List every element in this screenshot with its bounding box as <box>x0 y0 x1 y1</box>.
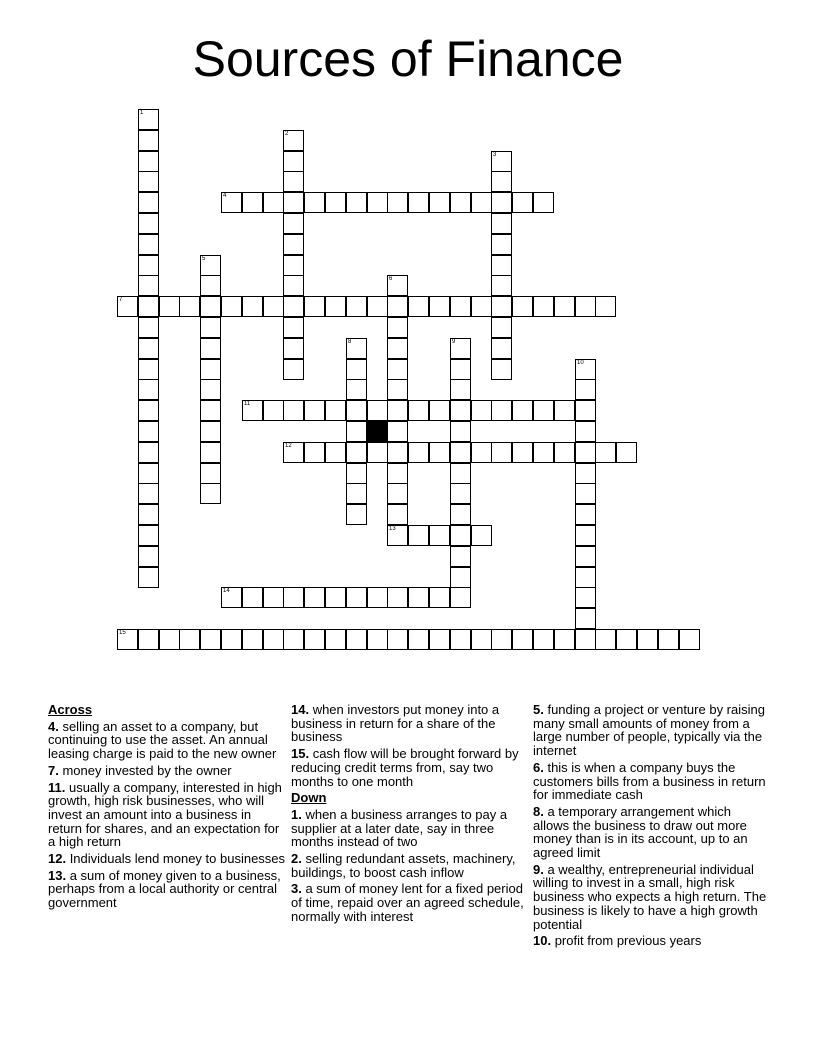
grid-cell[interactable] <box>575 296 596 317</box>
grid-cell[interactable] <box>575 504 596 525</box>
grid-cell[interactable] <box>138 317 159 338</box>
clue-down-5 <box>533 703 769 758</box>
clue-text: a sum of money given to a business, perhaps from a local authority or central government <box>48 867 281 911</box>
grid-cell[interactable] <box>138 567 159 588</box>
grid-cell[interactable] <box>533 400 554 421</box>
clue-text: a temporary arrangement which allows the business to draw out more money than is in its account, up to an agreed limit <box>533 803 748 861</box>
clue-number-label: 12 <box>285 443 292 449</box>
grid-cell[interactable] <box>450 629 471 650</box>
grid-cell[interactable] <box>658 629 679 650</box>
clue-text: usually a company, interested in high growth, high risk businesses, who will invest an amount into a business in return for shares, and an expectation for a high return <box>48 779 282 850</box>
grid-cell[interactable] <box>575 442 596 463</box>
grid-cell[interactable] <box>491 234 512 255</box>
grid-cell[interactable] <box>450 400 471 421</box>
grid-cell[interactable] <box>283 192 304 213</box>
grid-cell[interactable] <box>616 442 637 463</box>
grid-cell[interactable] <box>491 317 512 338</box>
grid-cell[interactable] <box>304 400 325 421</box>
grid-cell[interactable] <box>575 608 596 629</box>
grid-cell[interactable] <box>512 296 533 317</box>
clue-text: a sum of money lent for a fixed period of time, repaid over an agreed schedule, normally with interest <box>291 881 524 924</box>
grid-cell[interactable] <box>325 296 346 317</box>
clue-number: 4. <box>48 718 59 734</box>
grid-cell[interactable] <box>263 296 284 317</box>
grid-cell[interactable] <box>387 587 408 608</box>
grid-cell[interactable] <box>346 296 367 317</box>
clue-text: a wealthy, entrepreneurial individual willing to invest in a small, high risk business who expects a high return. The business is likely to have a high growth potential <box>533 861 767 932</box>
grid-cell[interactable] <box>283 213 304 234</box>
grid-cell[interactable] <box>346 338 367 359</box>
grid-cell[interactable] <box>221 587 242 608</box>
grid-cell[interactable] <box>138 151 159 172</box>
clue-number: 12. <box>48 851 67 867</box>
grid-cell[interactable] <box>283 275 304 296</box>
grid-cell[interactable] <box>138 234 159 255</box>
clue-number-label: 3 <box>493 152 497 158</box>
grid-cell[interactable] <box>346 379 367 400</box>
grid-cell[interactable] <box>491 151 512 172</box>
grid-cell[interactable] <box>325 400 346 421</box>
grid-cell[interactable] <box>283 171 304 192</box>
clue-text: when investors put money into a business in return for a share of the business <box>291 702 500 745</box>
grid-cell[interactable] <box>387 442 408 463</box>
clue-across-12 <box>48 852 288 866</box>
clue-number: 6. <box>533 759 544 775</box>
grid-cell[interactable] <box>575 629 596 650</box>
clue-across-13 <box>48 869 288 910</box>
grid-cell[interactable] <box>221 629 242 650</box>
grid-cell[interactable] <box>200 379 221 400</box>
grid-cell[interactable] <box>138 379 159 400</box>
grid-cell[interactable] <box>575 483 596 504</box>
grid-cell[interactable] <box>408 629 429 650</box>
down-heading: Down <box>291 790 327 806</box>
grid-cell[interactable] <box>450 296 471 317</box>
clue-number-label: 6 <box>389 276 393 282</box>
grid-cell[interactable] <box>263 400 284 421</box>
grid-cell[interactable] <box>491 255 512 276</box>
grid-cell[interactable] <box>117 629 138 650</box>
grid-cell[interactable] <box>138 463 159 484</box>
clue-number: 2. <box>291 851 302 867</box>
grid-cell[interactable] <box>138 296 159 317</box>
grid-cell[interactable] <box>450 567 471 588</box>
grid-cell[interactable] <box>429 587 450 608</box>
grid-cell[interactable] <box>138 130 159 151</box>
clue-across-11 <box>48 781 288 850</box>
clue-number-label: 5 <box>202 256 206 262</box>
grid-cell[interactable] <box>575 525 596 546</box>
grid-cell[interactable] <box>325 629 346 650</box>
grid-cell[interactable] <box>408 296 429 317</box>
clue-text: profit from previous years <box>551 933 702 949</box>
grid-cell[interactable] <box>387 379 408 400</box>
grid-cell[interactable] <box>283 400 304 421</box>
grid-cell[interactable] <box>575 421 596 442</box>
grid-cell[interactable] <box>408 442 429 463</box>
clue-number-label: 1 <box>140 110 144 116</box>
grid-cell[interactable] <box>117 296 138 317</box>
grid-cell[interactable] <box>512 629 533 650</box>
grid-cell[interactable] <box>575 587 596 608</box>
clue-down-2 <box>291 852 527 879</box>
grid-cell[interactable] <box>637 629 658 650</box>
grid-cell[interactable] <box>346 359 367 380</box>
clue-across-7 <box>48 764 288 778</box>
grid-cell[interactable] <box>325 587 346 608</box>
grid-cell[interactable] <box>554 442 575 463</box>
grid-cell[interactable] <box>346 463 367 484</box>
grid-cell[interactable] <box>450 359 471 380</box>
clue-down-9 <box>533 863 769 932</box>
grid-cell[interactable] <box>533 296 554 317</box>
grid-cell[interactable] <box>138 546 159 567</box>
grid-cell[interactable] <box>346 192 367 213</box>
clues-column-2 <box>291 703 527 927</box>
grid-cell[interactable] <box>387 296 408 317</box>
grid-cell[interactable] <box>138 525 159 546</box>
grid-cell[interactable] <box>283 130 304 151</box>
grid-cell[interactable] <box>450 463 471 484</box>
clue-down-8 <box>533 805 769 860</box>
grid-cell[interactable] <box>200 338 221 359</box>
grid-cell[interactable] <box>450 546 471 567</box>
grid-cell[interactable] <box>533 192 554 213</box>
grid-cell[interactable] <box>491 275 512 296</box>
clue-text: selling redundant assets, machinery, buildings, to boost cash inflow <box>291 851 516 880</box>
black-cell <box>367 421 388 442</box>
grid-cell[interactable] <box>346 629 367 650</box>
grid-cell[interactable] <box>200 275 221 296</box>
grid-cell[interactable] <box>346 587 367 608</box>
grid-cell[interactable] <box>263 629 284 650</box>
grid-cell[interactable] <box>200 421 221 442</box>
grid-cell[interactable] <box>138 400 159 421</box>
grid-cell[interactable] <box>263 587 284 608</box>
grid-cell[interactable] <box>429 296 450 317</box>
grid-cell[interactable] <box>283 151 304 172</box>
grid-cell[interactable] <box>200 629 221 650</box>
grid-cell[interactable] <box>471 525 492 546</box>
grid-cell[interactable] <box>575 400 596 421</box>
grid-cell[interactable] <box>491 213 512 234</box>
grid-cell[interactable] <box>159 629 180 650</box>
grid-cell[interactable] <box>138 504 159 525</box>
grid-cell[interactable] <box>512 192 533 213</box>
grid-cell[interactable] <box>367 400 388 421</box>
grid-cell[interactable] <box>387 275 408 296</box>
grid-cell[interactable] <box>512 442 533 463</box>
clue-number-label: 4 <box>223 193 227 199</box>
grid-cell[interactable] <box>429 192 450 213</box>
clue-text: funding a project or venture by raising many small amounts of money from a large number of people, typically via the internet <box>533 702 765 759</box>
grid-cell[interactable] <box>200 255 221 276</box>
grid-cell[interactable] <box>283 338 304 359</box>
grid-cell[interactable] <box>450 421 471 442</box>
grid-cell[interactable] <box>387 483 408 504</box>
clues-column-3 <box>533 703 769 951</box>
grid-cell[interactable] <box>200 463 221 484</box>
clue-text: cash flow will be brought forward by reducing credit terms from, say two months to one month <box>291 746 519 789</box>
grid-cell[interactable] <box>138 213 159 234</box>
grid-cell[interactable] <box>346 400 367 421</box>
clue-number-label: 10 <box>577 360 584 366</box>
grid-cell[interactable] <box>242 296 263 317</box>
grid-cell[interactable] <box>471 442 492 463</box>
clue-number-label: 15 <box>119 630 126 636</box>
grid-cell[interactable] <box>387 525 408 546</box>
clue-down-3 <box>291 882 527 923</box>
grid-cell[interactable] <box>283 317 304 338</box>
grid-cell[interactable] <box>387 338 408 359</box>
grid-cell[interactable] <box>554 296 575 317</box>
grid-cell[interactable] <box>387 192 408 213</box>
grid-cell[interactable] <box>367 629 388 650</box>
grid-cell[interactable] <box>221 192 242 213</box>
clue-number-label: 9 <box>452 339 456 345</box>
grid-cell[interactable] <box>387 317 408 338</box>
clue-number-label: 7 <box>119 297 123 303</box>
grid-cell[interactable] <box>138 109 159 130</box>
grid-cell[interactable] <box>387 400 408 421</box>
clue-text: when a business arranges to pay a supplier at a later date, say in three months instead of two <box>291 806 508 850</box>
grid-cell[interactable] <box>325 192 346 213</box>
clue-number: 13. <box>48 867 67 883</box>
clue-text: selling an asset to a company, but continuing to use the asset. An annual leasing charge is paid to the new owner <box>48 718 277 762</box>
grid-cell[interactable] <box>471 296 492 317</box>
clue-number-label: 11 <box>244 401 251 407</box>
clues-column-1 <box>48 703 288 913</box>
grid-cell[interactable] <box>367 587 388 608</box>
grid-cell[interactable] <box>367 296 388 317</box>
grid-cell[interactable] <box>159 296 180 317</box>
grid-cell[interactable] <box>575 379 596 400</box>
grid-cell[interactable] <box>575 359 596 380</box>
clue-number: 1. <box>291 806 302 822</box>
grid-cell[interactable] <box>138 338 159 359</box>
grid-cell[interactable] <box>179 296 200 317</box>
clue-number: 7. <box>48 762 59 778</box>
clue-number: 15. <box>291 746 310 762</box>
grid-cell[interactable] <box>200 359 221 380</box>
grid-cell[interactable] <box>242 587 263 608</box>
grid-cell[interactable] <box>200 296 221 317</box>
grid-cell[interactable] <box>283 255 304 276</box>
grid-cell[interactable] <box>138 442 159 463</box>
grid-cell[interactable] <box>679 629 700 650</box>
grid-cell[interactable] <box>346 421 367 442</box>
grid-cell[interactable] <box>575 567 596 588</box>
grid-cell[interactable] <box>387 504 408 525</box>
grid-cell[interactable] <box>346 483 367 504</box>
grid-cell[interactable] <box>512 400 533 421</box>
across-heading: Across <box>48 702 93 717</box>
grid-cell[interactable] <box>595 442 616 463</box>
grid-cell[interactable] <box>263 192 284 213</box>
grid-cell[interactable] <box>450 442 471 463</box>
clue-number: 10. <box>533 933 552 949</box>
grid-cell[interactable] <box>491 359 512 380</box>
grid-cell[interactable] <box>450 587 471 608</box>
grid-cell[interactable] <box>575 546 596 567</box>
grid-cell[interactable] <box>450 338 471 359</box>
grid-cell[interactable] <box>283 359 304 380</box>
grid-cell[interactable] <box>346 504 367 525</box>
grid-cell[interactable] <box>138 192 159 213</box>
grid-cell[interactable] <box>304 629 325 650</box>
grid-cell[interactable] <box>595 629 616 650</box>
grid-cell[interactable] <box>283 234 304 255</box>
clue-number: 9. <box>533 861 544 877</box>
grid-cell[interactable] <box>491 400 512 421</box>
clue-down-1 <box>291 808 527 849</box>
grid-cell[interactable] <box>138 171 159 192</box>
grid-cell[interactable] <box>575 463 596 484</box>
grid-cell[interactable] <box>138 421 159 442</box>
grid-cell[interactable] <box>491 442 512 463</box>
clue-across-14 <box>291 703 527 744</box>
grid-cell[interactable] <box>138 255 159 276</box>
grid-cell[interactable] <box>429 629 450 650</box>
grid-cell[interactable] <box>304 296 325 317</box>
grid-cell[interactable] <box>471 400 492 421</box>
grid-cell[interactable] <box>346 442 367 463</box>
grid-cell[interactable] <box>138 275 159 296</box>
grid-cell[interactable] <box>200 483 221 504</box>
grid-cell[interactable] <box>242 629 263 650</box>
grid-cell[interactable] <box>283 629 304 650</box>
grid-cell[interactable] <box>429 442 450 463</box>
clue-number-label: 2 <box>285 131 289 137</box>
grid-cell[interactable] <box>200 442 221 463</box>
grid-cell[interactable] <box>242 400 263 421</box>
grid-cell[interactable] <box>283 296 304 317</box>
grid-cell[interactable] <box>450 504 471 525</box>
grid-cell[interactable] <box>533 629 554 650</box>
grid-cell[interactable] <box>429 525 450 546</box>
grid-cell[interactable] <box>325 442 346 463</box>
grid-cell[interactable] <box>491 192 512 213</box>
grid-cell[interactable] <box>554 400 575 421</box>
grid-cell[interactable] <box>595 296 616 317</box>
grid-cell[interactable] <box>616 629 637 650</box>
grid-cell[interactable] <box>491 171 512 192</box>
clue-number-label: 8 <box>348 339 352 345</box>
clue-number: 3. <box>291 881 302 897</box>
grid-cell[interactable] <box>471 629 492 650</box>
clue-text: money invested by the owner <box>58 762 232 778</box>
grid-cell[interactable] <box>429 400 450 421</box>
grid-cell[interactable] <box>450 525 471 546</box>
grid-cell[interactable] <box>387 421 408 442</box>
clue-number: 8. <box>533 803 544 819</box>
grid-cell[interactable] <box>491 296 512 317</box>
grid-cell[interactable] <box>387 359 408 380</box>
grid-cell[interactable] <box>283 442 304 463</box>
grid-cell[interactable] <box>138 483 159 504</box>
grid-cell[interactable] <box>138 629 159 650</box>
grid-cell[interactable] <box>408 525 429 546</box>
grid-cell[interactable] <box>367 192 388 213</box>
grid-cell[interactable] <box>304 442 325 463</box>
clue-number: 11. <box>48 779 66 795</box>
clue-number-label: 13 <box>389 526 396 532</box>
grid-cell[interactable] <box>450 192 471 213</box>
clue-across-15 <box>291 747 527 788</box>
clue-across-4 <box>48 720 288 761</box>
page-title: Sources of Finance <box>192 31 624 87</box>
clue-down-10 <box>533 934 769 948</box>
grid-cell[interactable] <box>554 629 575 650</box>
grid-cell[interactable] <box>283 587 304 608</box>
grid-cell[interactable] <box>450 379 471 400</box>
grid-cell[interactable] <box>221 296 242 317</box>
grid-cell[interactable] <box>408 192 429 213</box>
grid-cell[interactable] <box>200 400 221 421</box>
grid-cell[interactable] <box>408 400 429 421</box>
clue-number: 14. <box>291 702 310 717</box>
clue-down-6 <box>533 761 769 802</box>
grid-cell[interactable] <box>242 192 263 213</box>
grid-cell[interactable] <box>200 317 221 338</box>
grid-cell[interactable] <box>138 359 159 380</box>
grid-cell[interactable] <box>387 463 408 484</box>
clue-text: Individuals lend money to businesses <box>66 851 286 867</box>
grid-cell[interactable] <box>408 587 429 608</box>
grid-cell[interactable] <box>450 483 471 504</box>
grid-cell[interactable] <box>367 442 388 463</box>
grid-cell[interactable] <box>491 338 512 359</box>
clue-number-label: 14 <box>223 588 230 594</box>
grid-cell[interactable] <box>304 192 325 213</box>
grid-cell[interactable] <box>304 587 325 608</box>
grid-cell[interactable] <box>179 629 200 650</box>
clue-number: 5. <box>533 702 544 717</box>
grid-cell[interactable] <box>471 192 492 213</box>
grid-cell[interactable] <box>533 442 554 463</box>
grid-cell[interactable] <box>491 629 512 650</box>
clue-text: this is when a company buys the customers bills from a business in return for immediate cash <box>533 759 766 803</box>
grid-cell[interactable] <box>387 629 408 650</box>
